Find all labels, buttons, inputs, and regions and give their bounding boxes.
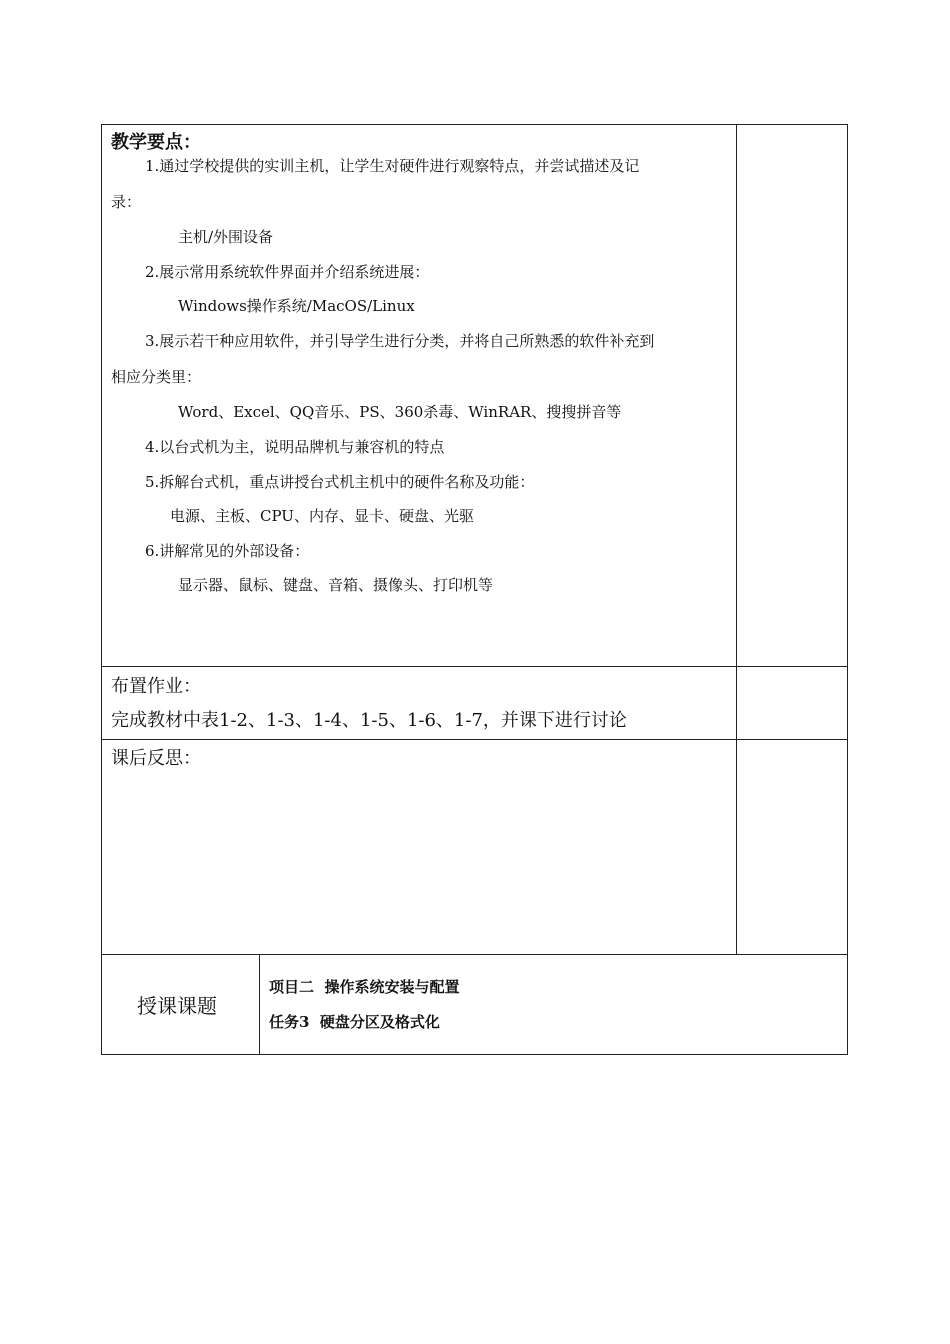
key-points-heading: 教学要点：	[111, 132, 201, 153]
key-point-line: 电源、主板、CPU、内存、显卡、硬盘、光驱	[170, 507, 474, 525]
lesson-project-title: 项目二 操作系统安装与配置	[269, 978, 460, 996]
key-point-line: 6.讲解常见的外部设备：	[145, 542, 310, 560]
key-point-line: 录：	[111, 193, 142, 211]
column-divider	[736, 124, 737, 954]
column-divider	[259, 954, 260, 1055]
row-divider	[101, 954, 848, 955]
key-point-line: 主机/外围设备	[178, 228, 274, 246]
key-point-line: 相应分类里：	[111, 368, 202, 386]
key-point-line: 1.通过学校提供的实训主机，让学生对硬件进行观察特点，并尝试描述及记	[145, 157, 640, 175]
key-point-line: Windows操作系统/MacOS/Linux	[178, 297, 415, 315]
lesson-topic-label: 授课课题	[137, 994, 217, 1018]
key-point-line: 显示器、鼠标、键盘、音箱、摄像头、打印机等	[178, 576, 494, 594]
key-point-line: Word、Excel、QQ音乐、PS、360杀毒、WinRAR、搜搜拼音等	[178, 403, 622, 421]
homework-content: 完成教材中表1-2、1-3、1-4、1-5、1-6、1-7，并课下进行讨论	[111, 710, 627, 731]
homework-heading: 布置作业：	[111, 676, 201, 697]
key-point-line: 4.以台式机为主，说明品牌机与兼容机的特点	[145, 438, 445, 456]
key-point-line: 3.展示若干种应用软件，并引导学生进行分类，并将自己所熟悉的软件补充到	[145, 332, 655, 350]
key-point-line: 5.拆解台式机，重点讲授台式机主机中的硬件名称及功能：	[145, 473, 535, 491]
reflection-heading: 课后反思：	[111, 748, 201, 769]
lesson-task-title: 任务3 硬盘分区及格式化	[269, 1013, 440, 1031]
key-point-line: 2.展示常用系统软件界面并介绍系统进展：	[145, 263, 430, 281]
